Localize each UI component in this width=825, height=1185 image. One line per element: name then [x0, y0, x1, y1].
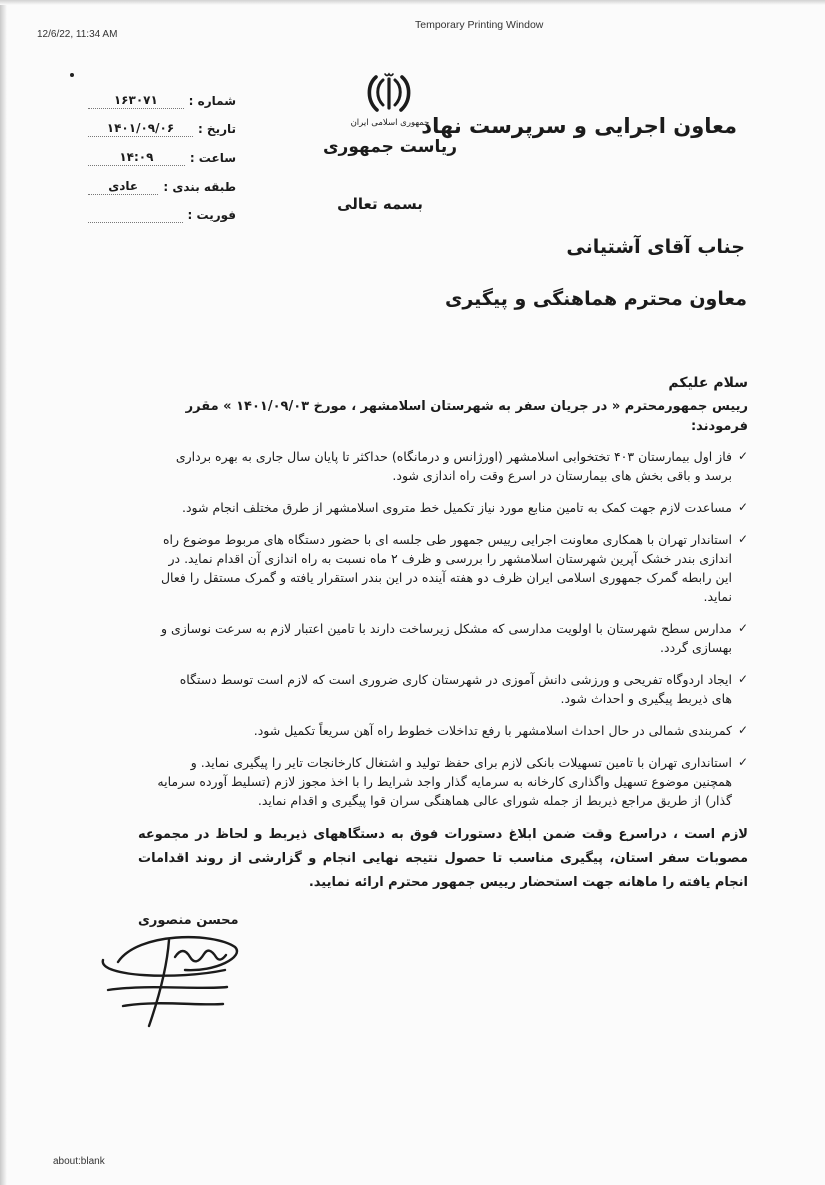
directive-text: فاز اول بیمارستان ۴۰۳ تختخوابی اسلامشهر (اورژانس و درمانگاه) حداکثر تا پایان سال جاری به بهره برداری برسد و باقی بخش های بیمارستان در اسرع وقت راه اندازی شود. — [175, 449, 732, 483]
check-icon: ✓ — [737, 621, 748, 635]
list-item — [156, 619, 748, 657]
list-item — [156, 670, 748, 708]
field-classification-label: طبقه بندی : — [163, 180, 236, 194]
print-window-title: Temporary Printing Window — [415, 19, 544, 31]
check-icon: ✓ — [737, 449, 748, 463]
directives-list — [156, 447, 748, 810]
list-item — [156, 447, 748, 485]
print-url: about:blank — [53, 1156, 105, 1167]
letter-body — [138, 375, 748, 1032]
field-urgency — [88, 206, 236, 223]
check-icon: ✓ — [737, 755, 748, 769]
list-item — [156, 530, 748, 606]
field-urgency-value — [88, 206, 183, 223]
field-date-label: تاریخ : — [197, 122, 236, 136]
emblem-icon — [366, 70, 412, 114]
signatory-name: محسن منصوری — [138, 913, 239, 928]
check-icon: ✓ — [737, 500, 748, 514]
directive-text: استاندار تهران با همکاری معاونت اجرایی رییس جمهور طی جلسه ای با حضور دستگاه های مربوط موضوع راه اندازی بندر خشک آپرین شهرستان اسلامشهر را بررسی و ظرف ۲ ماه نسبت به راه اندازی آن اقدام نماید. در این رابطه گمرک جمهوری اسلامی ایران ظرف دو هفته آینده در این بندر استقرار یافته و گمرک مستقل را فعال نماید. — [160, 532, 732, 604]
field-classification — [88, 178, 236, 195]
field-number-value: ۱۶۳۰۷۱ — [88, 92, 184, 109]
list-item — [156, 498, 748, 517]
list-item — [156, 721, 748, 740]
list-item — [156, 753, 748, 810]
directive-text: ایجاد اردوگاه تفریحی و ورزشی دانش آموزی در شهرستان کاری ضروری است که لازم است توسط دستگاه های ذیربط پیگیری و احداث شود. — [179, 672, 732, 706]
field-date — [88, 120, 236, 137]
directive-text: کمربندی شمالی در حال احداث اسلامشهر با رفع تداخلات خطوط راه آهن سریعاً تکمیل شود. — [253, 723, 732, 738]
recipient-title: معاون محترم هماهنگی و پیگیری — [444, 288, 747, 310]
check-icon: ✓ — [737, 672, 748, 686]
directive-text: مساعدت لازم جهت کمک به تامین منابع مورد نیاز تکمیل خط متروی اسلامشهر از طرق مختلف انجام شود. — [182, 500, 732, 515]
field-number — [88, 92, 236, 109]
field-classification-value: عادی — [88, 178, 158, 195]
paper-edge-top — [0, 0, 825, 5]
office-name: ریاست جمهوری — [322, 137, 458, 157]
print-timestamp: 12/6/22, 11:34 AM — [37, 29, 118, 40]
recipient-name: جناب آقای آشتیانی — [566, 236, 745, 258]
emblem-caption: جمهوری اسلامی ایران — [350, 118, 430, 128]
paper-edge-left — [0, 0, 7, 1185]
signature-block — [138, 909, 748, 1032]
invocation: بسمه تعالی — [337, 195, 423, 213]
field-time — [88, 149, 236, 166]
intro-line: رییس جمهورمحترم « در جریان سفر به شهرستان اسلامشهر ، مورخ ۱۴۰۱/۰۹/۰۳ » مقرر فرمودند: — [185, 399, 748, 434]
sender-title: معاون اجرایی و سرپرست نهاد — [421, 114, 737, 138]
closing-paragraph: لازم است ، دراسرع وقت ضمن ابلاغ دستورات فوق به دستگاههای ذیربط و لحاظ در مجموعه مصوبات سفر استان، پیگیری مناسب تا حصول نتیجه نهایی انجام و گزارشی از روند اقدامات انجام یافته را ماهانه جهت استحضار رییس جمهور محترم ارائه نمایید. — [138, 827, 748, 890]
field-time-label: ساعت : — [189, 151, 236, 165]
directive-text: مدارس سطح شهرستان با اولویت مدارسی که مشکل زیرساخت دارند با تامین اعتبار لازم به سرعت نوسازی و بهسازی گردد. — [160, 621, 732, 655]
field-urgency-label: فوریت : — [187, 208, 236, 222]
check-icon: ✓ — [737, 723, 748, 737]
check-icon: ✓ — [737, 532, 748, 546]
directive-text: استانداری تهران با تامین تسهیلات بانکی لازم برای حفظ تولید و اشتغال کارخانجات تایر را پیگیری نماید. و همچنین موضوع تسهیل واگذاری کارخانه به سرمایه گذار واجد شرایط را با اخذ مجوز لازم (تسلیط آورده سرمایه گذار) از طریق مراجع ذیربط از جمله شورای عالی هماهنگی سران قوا پیگیری و اقدام نماید. — [157, 755, 732, 808]
signature-scrawl — [93, 932, 263, 1032]
field-number-label: شماره : — [188, 94, 236, 108]
scan-dot — [70, 73, 74, 77]
greeting: سلام علیکم — [668, 375, 748, 391]
field-date-value: ۱۴۰۱/۰۹/۰۶ — [88, 120, 193, 137]
field-time-value: ۱۴:۰۹ — [88, 149, 185, 166]
